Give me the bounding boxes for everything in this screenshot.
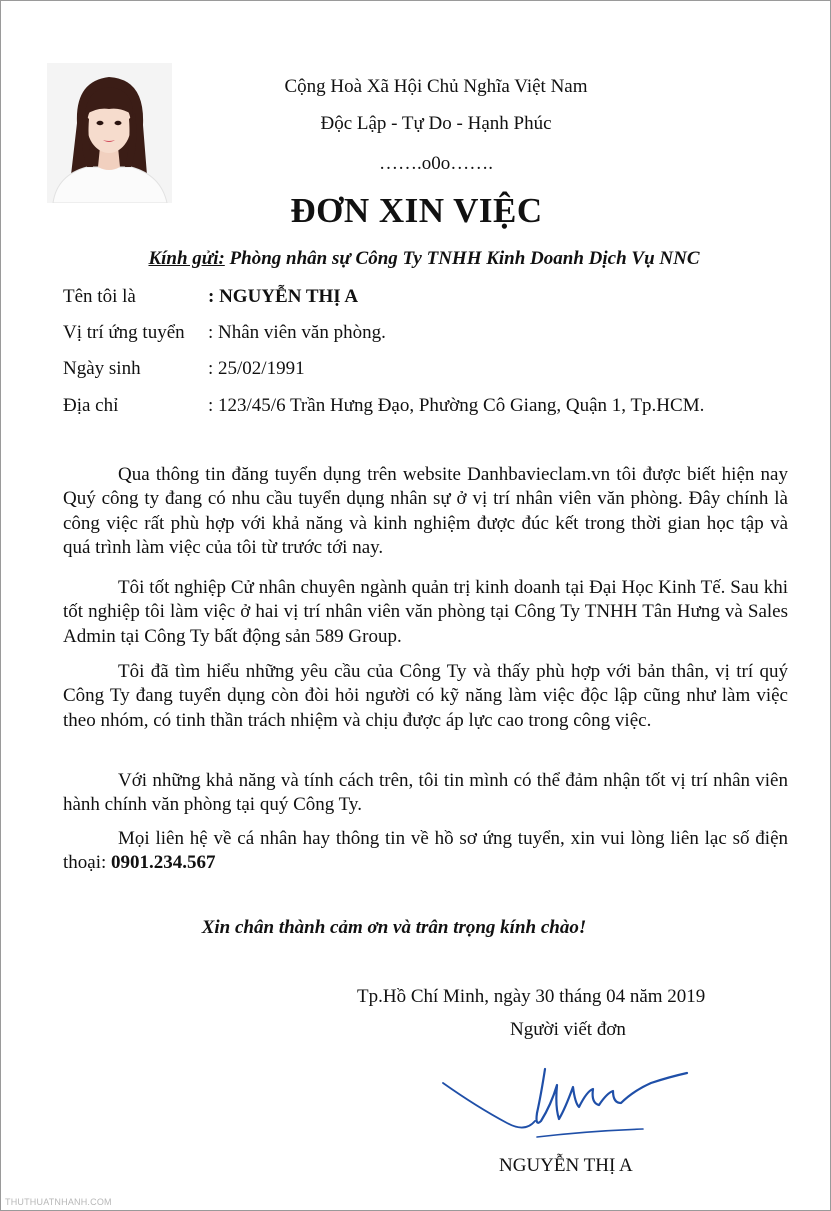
info-value: : NGUYỄN THỊ A xyxy=(208,286,359,307)
phone-number: 0901.234.567 xyxy=(111,852,216,874)
info-label: Địa chỉ xyxy=(63,395,119,416)
info-label: Ngày sinh xyxy=(63,358,141,379)
info-row-name xyxy=(63,286,358,308)
body-paragraph-4: Với những khả năng và tính cách trên, tôi tin mình có thể đảm nhận tốt vị trí nhân viên hành chính văn phòng tại quý Công Ty. xyxy=(63,770,788,816)
recipient-label: Kính gửi: xyxy=(148,248,225,269)
national-motto-line1: Cộng Hoà Xã Hội Chủ Nghĩa Việt Nam xyxy=(284,76,588,97)
closing-line: Xin chân thành cảm ơn và trân trọng kính chào! xyxy=(201,917,587,938)
info-row-address xyxy=(63,395,704,417)
contact-text: Mọi liên hệ về cá nhân hay thông tin về hồ sơ ứng tuyển, xin vui lòng liên lạc số điện thoại: xyxy=(63,828,788,874)
watermark: THUTHUATNHANH.COM xyxy=(5,1197,112,1207)
signer-label: Người viết đơn xyxy=(510,1019,626,1040)
place-date: Tp.Hồ Chí Minh, ngày 30 tháng 04 năm 2019 xyxy=(357,986,706,1007)
info-value: : 25/02/1991 xyxy=(208,358,305,379)
body-paragraph-3: Tôi đã tìm hiểu những yêu cầu của Công Ty và thấy phù hợp với bản thân, vị trí quý Công Ty đang tuyển dụng còn đòi hỏi người có kỹ năng làm việc độc lập cũng như làm việc theo nhóm, có tinh thần trách nhiệm và chịu được áp lực cao trong công việc. xyxy=(63,661,788,731)
national-motto-line2: Độc Lập - Tự Do - Hạnh Phúc xyxy=(320,113,552,134)
info-row-position xyxy=(63,322,386,344)
recipient-line xyxy=(1,248,831,270)
info-value: : 123/45/6 Trần Hưng Đạo, Phường Cô Giang, Quận 1, Tp.HCM. xyxy=(208,395,705,416)
motto-separator: …….o0o……. xyxy=(379,153,493,174)
info-label: Vị trí ứng tuyển xyxy=(63,322,185,343)
info-value: : Nhân viên văn phòng. xyxy=(208,322,386,343)
handwritten-signature xyxy=(437,1047,699,1147)
portrait-photo xyxy=(47,63,172,203)
body-paragraph-5 xyxy=(63,827,788,876)
signer-name: NGUYỄN THỊ A xyxy=(499,1155,633,1176)
info-label: Tên tôi là xyxy=(63,286,136,307)
recipient-text: Phòng nhân sự Công Ty TNHH Kinh Doanh Dịch Vụ NNC xyxy=(224,248,700,269)
body-paragraph-1: Qua thông tin đăng tuyển dụng trên website Danhbavieclam.vn tôi được biết hiện nay Quý công ty đang có nhu cầu tuyển dụng nhân sự ở vị trí nhân viên văn phòng. Đây chính là công việc rất phù hợp với khả năng và kinh nghiệm được đúc kết trong thời gian học tập và quá trình làm việc của tôi từ trước tới nay. xyxy=(63,464,788,559)
body-paragraph-2: Tôi tốt nghiệp Cử nhân chuyên ngành quản trị kinh doanh tại Đại Học Kinh Tế. Sau khi tốt nghiệp tôi làm việc ở hai vị trí nhân viên văn phòng tại Công Ty TNHH Tân Hưng và Sales Admin tại Công Ty bất động sản 589 Group. xyxy=(63,577,788,647)
info-row-birthdate xyxy=(63,358,305,380)
document-title: ĐƠN XIN VIỆC xyxy=(290,191,543,230)
